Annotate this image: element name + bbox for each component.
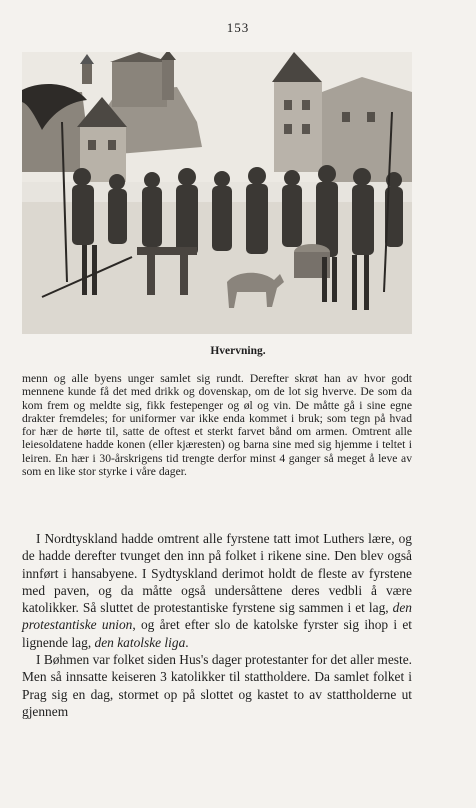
protestant-union-term: den protestantiske union xyxy=(22,600,412,633)
small-paragraph-text: menn og alle byens unger samlet sig rundt. Derefter skrøt han av hvor godt mennene kunde få det med drikk og dovenskap, om de lot sig hverve. De som da kom frem og meldte sig, fikk festepenger og øl og vin. De måtte gå i sine egne drakter fremdeles; for uniformer var ikke enda kommet i bruk; som tegn på hvad for hær de hørte til, satte de oftest et sterkt farvet bånd om armen. Omtrent alle leiesoldatene hadde konen (eller kjæresten) og barna sine med sig hjemme i teltet i leiren. En hær i 30-årskrigens tid trengte derfor minst 4 ganger så meget å leve av som en like stor styrke i våre dager. xyxy=(22,372,412,479)
engraving-scene xyxy=(22,52,412,334)
page-number: 153 xyxy=(226,20,250,35)
paragraph-1-mid: , og året efter slo de katolske fyrster sig ihop i et lignende lag, xyxy=(22,617,412,650)
illustration-caption: Hvervning. xyxy=(210,345,266,357)
catholic-league-term: den katolske liga xyxy=(94,634,186,650)
paragraph-1-text: I Nordtyskland hadde omtrent alle fyrstene tatt imot Luthers lære, og de hadde derefter tvunget den inn på folket i rikene sine. Den blev også innført i hansabyene. I Sydtyskland derimot holdt de fleste av fyrstene med paven, og da måtte også undersåttene deres vedbli å være katolikker. Så sluttet de protestantiske fyrstene sig sammen i et lag, xyxy=(22,531,412,616)
paragraph-1-end: . xyxy=(185,634,189,650)
main-body-text xyxy=(22,530,412,720)
paragraph-2: I Bøhmen var folket siden Hus's dager protestanter for det aller meste. Men så innsatte keiseren 3 katolikker til stattholdere. Da samlet folket i Prag sig en dag, stormet op på slottet og kastet to av stattholderne ut gjennem xyxy=(22,652,412,719)
small-print-paragraph xyxy=(22,372,412,478)
paragraph-1 xyxy=(22,530,412,651)
recruitment-illustration xyxy=(22,52,412,334)
